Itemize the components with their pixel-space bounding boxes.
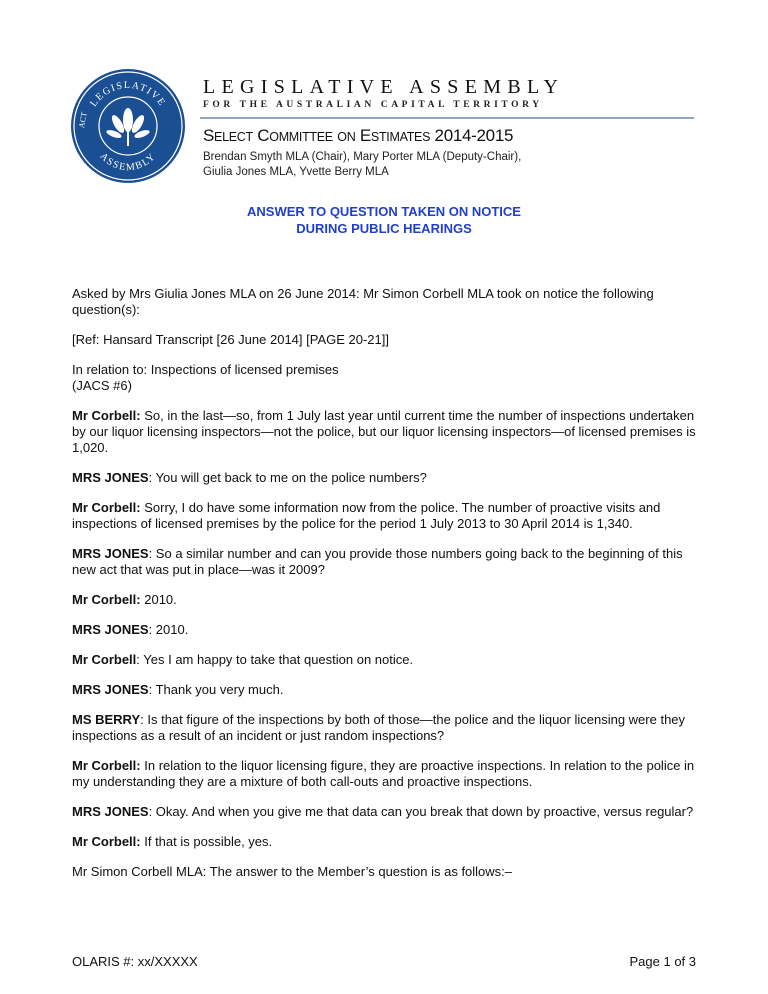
transcript-entry <box>72 500 702 532</box>
speaker-name: Mr Corbell: <box>72 834 141 849</box>
document-heading: ANSWER TO QUESTION TAKEN ON NOTICE DURING PUBLIC HEARINGS <box>247 204 521 236</box>
transcript-entry <box>72 592 702 608</box>
speaker-text: : Thank you very much. <box>148 682 284 697</box>
transcript-entry <box>72 834 702 850</box>
logo-text-bottom: ASSEMBLY <box>97 150 159 174</box>
transcript-entry <box>72 682 702 698</box>
answer-intro: Mr Simon Corbell MLA: The answer to the Member’s question is as follows:– <box>72 864 513 879</box>
committee-title: SELECT COMMITTEE ON ESTIMATES 2014-2015 <box>203 126 514 145</box>
relation-line: In relation to: Inspections of licensed premises <box>72 362 339 377</box>
speaker-text: : You will get back to me on the police numbers? <box>148 470 427 485</box>
speaker-text: : Is that figure of the inspections by both of those—the police and the liquor licensing were they inspections as a result of an incident or just random inspections? <box>72 712 686 743</box>
header-rule <box>200 117 694 119</box>
transcript <box>72 408 702 850</box>
document-body <box>72 286 702 880</box>
speaker-text: If that is possible, yes. <box>140 834 273 849</box>
speaker-name: Mr Corbell <box>72 652 137 667</box>
speaker-text: : Okay. And when you give me that data can you break that down by proactive, versus regular? <box>148 804 694 819</box>
assembly-title: LEGISLATIVE ASSEMBLY <box>203 76 565 98</box>
speaker-name: Mr Corbell: <box>72 408 141 423</box>
transcript-entry <box>72 470 702 486</box>
speaker-text: : 2010. <box>148 622 189 637</box>
speaker-text: : Yes I am happy to take that question on notice. <box>136 652 414 667</box>
asked-by-paragraph: Asked by Mrs Giulia Jones MLA on 26 June 2014: Mr Simon Corbell MLA took on notice the following question(s): <box>72 286 654 317</box>
transcript-entry <box>72 652 702 668</box>
transcript-entry <box>72 622 702 638</box>
speaker-text: Sorry, I do have some information now from the police. The number of proactive visits and inspections of licensed premises by the police for the period 1 July 2013 to 30 April 2014 is 1,340. <box>72 500 661 531</box>
logo-text-top: LEGISLATIVE <box>88 79 168 109</box>
speaker-name: MRS JONES <box>72 546 149 561</box>
committee-members: Brendan Smyth MLA (Chair), Mary Porter MLA (Deputy-Chair), Giulia Jones MLA, Yvette Berry MLA <box>203 151 522 178</box>
speaker-name: Mr Corbell: <box>72 500 141 515</box>
transcript-entry <box>72 804 702 820</box>
olaris-reference: OLARIS #: xx/XXXXX <box>72 954 198 969</box>
transcript-entry <box>72 546 702 578</box>
speaker-name: MS BERRY <box>72 712 141 727</box>
speaker-text: So, in the last—so, from 1 July last year until current time the number of inspections undertaken by our liquor licensing inspectors—not the police, but our liquor licensing inspectors—of licensed premises is 1,020. <box>72 408 696 455</box>
question-code: (JACS #6) <box>72 378 132 393</box>
speaker-name: Mr Corbell: <box>72 758 141 773</box>
transcript-entry <box>72 408 702 456</box>
transcript-entry <box>72 712 702 744</box>
speaker-name: MRS JONES <box>72 804 149 819</box>
transcript-entry <box>72 758 702 790</box>
assembly-subtitle: FOR THE AUSTRALIAN CAPITAL TERRITORY <box>203 100 543 110</box>
speaker-name: MRS JONES <box>72 470 149 485</box>
page-number: Page 1 of 3 <box>629 954 696 969</box>
speaker-text: : So a similar number and can you provide those numbers going back to the beginning of this new act that was put in place—was it 2009? <box>72 546 683 577</box>
logo-text-left: ACT <box>77 111 89 129</box>
hansard-reference: [Ref: Hansard Transcript [26 June 2014] [PAGE 20-21]] <box>72 332 389 347</box>
speaker-name: MRS JONES <box>72 682 149 697</box>
speaker-name: MRS JONES <box>72 622 149 637</box>
assembly-logo <box>70 68 186 184</box>
speaker-text: 2010. <box>140 592 177 607</box>
speaker-text: In relation to the liquor licensing figure, they are proactive inspections. In relation to the police in my understanding they are a mixture of both call-outs and proactive inspections. <box>72 758 695 789</box>
speaker-name: Mr Corbell: <box>72 592 141 607</box>
